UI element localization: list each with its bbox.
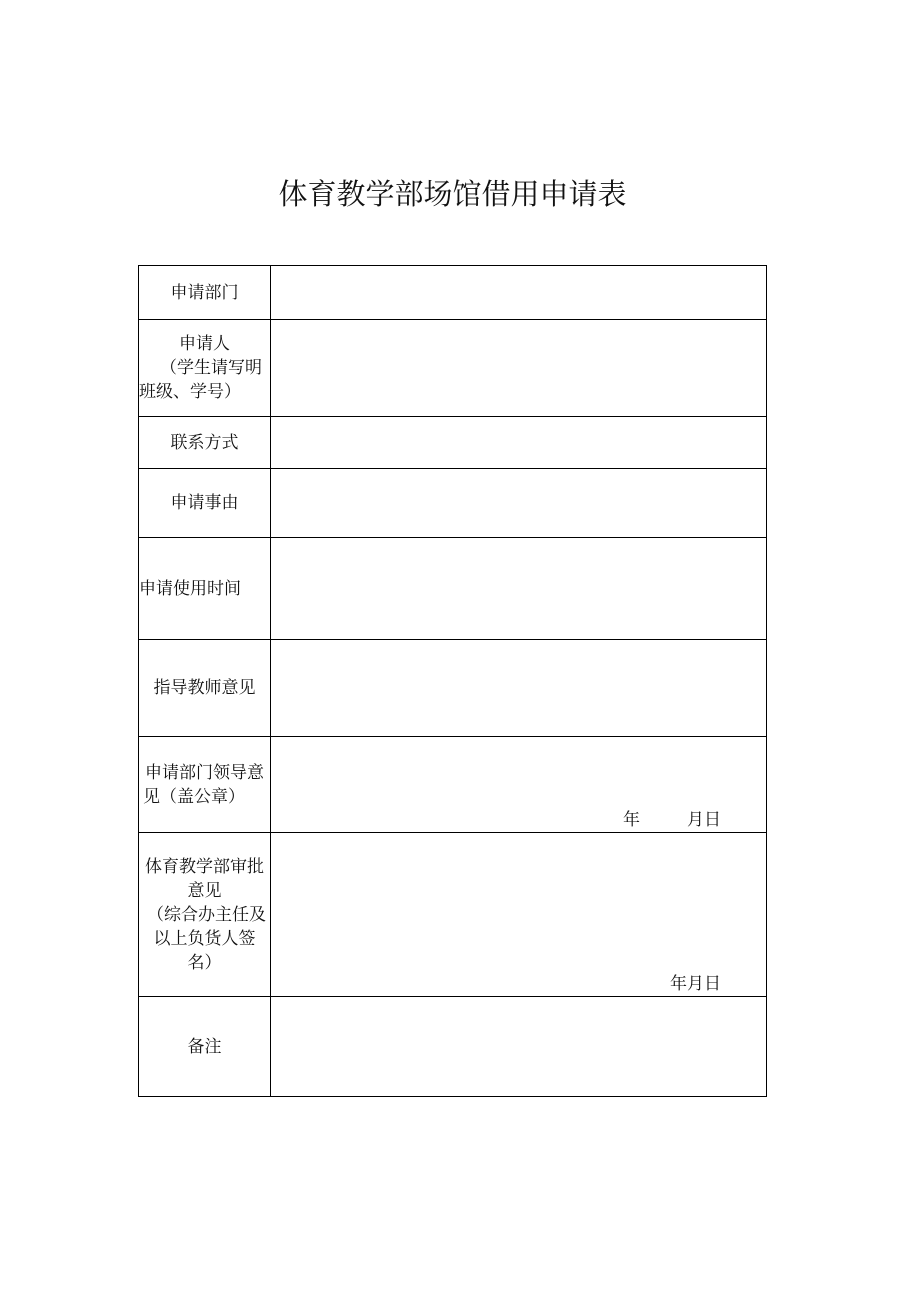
label-approval-opinion	[139, 833, 271, 997]
label-text: 备注	[187, 1036, 222, 1057]
label-text: 班级、学号）	[139, 382, 241, 402]
input-dept-leader-opinion[interactable]	[271, 737, 767, 833]
label-text: 申请使用时间	[139, 578, 241, 599]
label-text: 意见	[187, 880, 222, 901]
input-teacher-opinion[interactable]	[271, 640, 767, 737]
label-text: 名）	[187, 952, 222, 973]
label-applicant	[139, 320, 271, 417]
row-dept-leader-opinion	[139, 737, 767, 833]
label-text: 申请事由	[170, 493, 239, 513]
label-contact	[139, 417, 271, 469]
row-teacher-opinion	[139, 640, 767, 737]
row-applicant-department	[139, 266, 767, 320]
label-remarks	[139, 997, 271, 1097]
label-text: 联系方式	[170, 432, 239, 453]
row-applicant	[139, 320, 767, 417]
label-text: （综合办主任及	[147, 904, 266, 925]
row-contact	[139, 417, 767, 469]
row-approval-opinion	[139, 833, 767, 997]
label-text: 申请部门	[170, 282, 239, 303]
input-remarks[interactable]	[271, 997, 767, 1097]
row-usage-time	[139, 538, 767, 640]
label-text: 见（盖公章）	[143, 786, 245, 807]
label-teacher-opinion	[139, 640, 271, 737]
label-text: 指导教师意见	[153, 678, 256, 698]
row-reason	[139, 469, 767, 538]
input-applicant[interactable]	[271, 320, 767, 417]
label-text: 申请人	[179, 334, 230, 354]
date-month-day-label: 月日	[687, 810, 721, 830]
input-contact[interactable]	[271, 417, 767, 469]
label-usage-time	[139, 538, 271, 640]
input-usage-time[interactable]	[271, 538, 767, 640]
application-form-table	[138, 265, 767, 1097]
label-applicant-department	[139, 266, 271, 320]
label-text: 申请部门领导意	[145, 762, 264, 783]
label-text: （学生请写明	[160, 358, 262, 378]
form-title: 体育教学部场馆借用申请表	[278, 177, 627, 211]
row-remarks	[139, 997, 767, 1097]
input-applicant-department[interactable]	[271, 266, 767, 320]
date-label: 年月日	[670, 974, 721, 994]
label-text: 以上负货人签	[153, 928, 256, 949]
input-approval-opinion[interactable]	[271, 833, 767, 997]
label-dept-leader-opinion	[139, 737, 271, 833]
label-reason	[139, 469, 271, 538]
input-reason[interactable]	[271, 469, 767, 538]
date-year-label: 年	[623, 810, 640, 830]
label-text: 体育教学部审批	[145, 856, 264, 877]
